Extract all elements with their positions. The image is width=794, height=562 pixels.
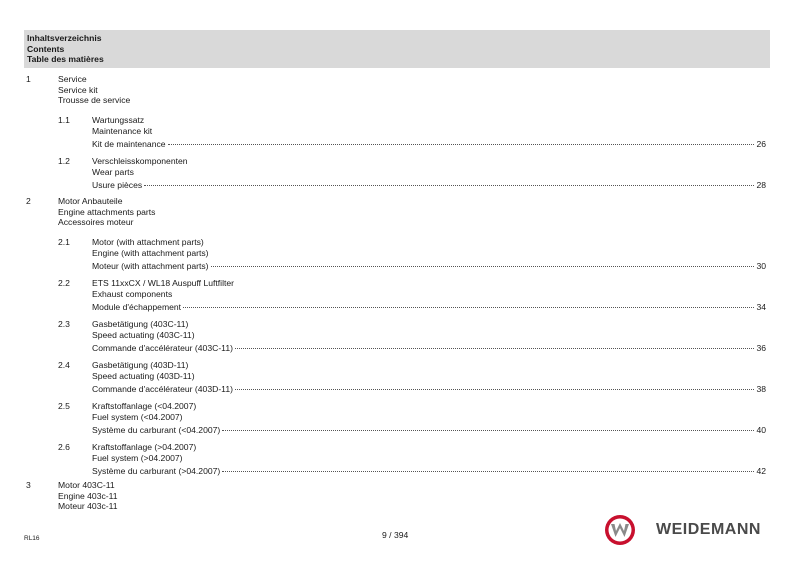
section-number: 3 — [26, 480, 31, 490]
subsection-title: Verschleisskomponenten — [92, 156, 188, 166]
section-title: Trousse de service — [58, 95, 131, 105]
subsection-title: Commande d'accélérateur (403D-11) — [92, 384, 233, 394]
section-title: Engine attachments parts — [58, 206, 156, 217]
section-number: 2 — [26, 196, 31, 206]
page-number: 28 — [756, 180, 766, 190]
dot-leader — [211, 256, 755, 267]
subsection-title: Système du carburant (<04.2007) — [92, 425, 221, 435]
subsection-title: Exhaust components — [92, 288, 173, 299]
subsection-title: Fuel system (<04.2007) — [92, 411, 183, 422]
page-number: 38 — [756, 384, 766, 394]
subsection-title: Kraftstoffanlage (<04.2007) — [92, 401, 197, 411]
subsection-number: 2.5 — [58, 401, 70, 411]
section-title: Accessoires moteur — [58, 217, 134, 227]
header-title-en: Contents — [27, 43, 65, 54]
toc-entry-link[interactable] — [92, 422, 766, 435]
toc-entry-link[interactable] — [92, 463, 766, 476]
dot-leader — [144, 175, 754, 186]
header-title-fr: Table des matières — [27, 54, 104, 64]
subsection-title: ETS 11xxCX / WL18 Auspuff Luftfilter — [92, 278, 235, 288]
dot-leader — [183, 297, 754, 308]
toc-entry-link[interactable] — [92, 258, 766, 271]
toc-entry-link[interactable] — [92, 340, 766, 353]
subsection-title: Wartungssatz — [92, 115, 145, 125]
dot-leader — [235, 379, 754, 390]
toc-entry-link[interactable] — [92, 299, 766, 312]
subsection-title: Gasbetätigung (403C-11) — [92, 319, 189, 329]
section-title: Service kit — [58, 84, 98, 95]
page-number: 34 — [756, 302, 766, 312]
subsection-title: Kit de maintenance — [92, 139, 166, 149]
subsection-number: 1.2 — [58, 156, 70, 166]
section-title: Service — [58, 74, 87, 84]
section-number: 1 — [26, 74, 31, 84]
dot-leader — [222, 420, 754, 431]
subsection-number: 1.1 — [58, 115, 70, 125]
subsection-number: 2.1 — [58, 237, 70, 247]
subsection-number: 2.3 — [58, 319, 70, 329]
page-number: 40 — [756, 425, 766, 435]
weidemann-logo-icon — [604, 514, 636, 546]
subsection-number: 2.6 — [58, 442, 70, 452]
subsection-title: Engine (with attachment parts) — [92, 247, 209, 258]
page-number: 36 — [756, 343, 766, 353]
subsection-title: Fuel system (>04.2007) — [92, 452, 183, 463]
section-title: Engine 403c-11 — [58, 490, 118, 501]
subsection-title: Usure pièces — [92, 180, 143, 190]
brand-name: WEIDEMANN — [656, 521, 761, 538]
page-number: 42 — [756, 466, 766, 476]
subsection-title: Gasbetätigung (403D-11) — [92, 360, 189, 370]
toc-entry-link[interactable] — [92, 136, 766, 149]
subsection-title: Système du carburant (>04.2007) — [92, 466, 221, 476]
subsection-title: Speed actuating (403D-11) — [92, 370, 195, 381]
subsection-title: Maintenance kit — [92, 125, 153, 136]
header-title-de: Inhaltsverzeichnis — [27, 33, 102, 43]
subsection-title: Moteur (with attachment parts) — [92, 261, 209, 271]
section-title: Motor Anbauteile — [58, 196, 123, 206]
toc-entry-link[interactable] — [92, 381, 766, 394]
dot-leader — [222, 461, 754, 472]
page-indicator: 9 / 394 — [382, 530, 409, 540]
dot-leader — [235, 338, 754, 349]
page-number: 30 — [756, 261, 766, 271]
toc-entry-link[interactable] — [92, 177, 766, 190]
dot-leader — [168, 134, 755, 145]
section-title: Moteur 403c-11 — [58, 501, 118, 511]
subsection-number: 2.4 — [58, 360, 70, 370]
document-code: RL16 — [24, 535, 40, 542]
subsection-title: Wear parts — [92, 166, 134, 177]
subsection-number: 2.2 — [58, 278, 70, 288]
section-title: Motor 403C-11 — [58, 480, 115, 490]
subsection-title: Module d'échappement — [92, 302, 182, 312]
subsection-title: Kraftstoffanlage (>04.2007) — [92, 442, 197, 452]
subsection-title: Motor (with attachment parts) — [92, 237, 204, 247]
subsection-title: Speed actuating (403C-11) — [92, 329, 195, 340]
subsection-title: Commande d'accélérateur (403C-11) — [92, 343, 233, 353]
page-number: 26 — [756, 139, 766, 149]
toc-header — [24, 30, 770, 68]
